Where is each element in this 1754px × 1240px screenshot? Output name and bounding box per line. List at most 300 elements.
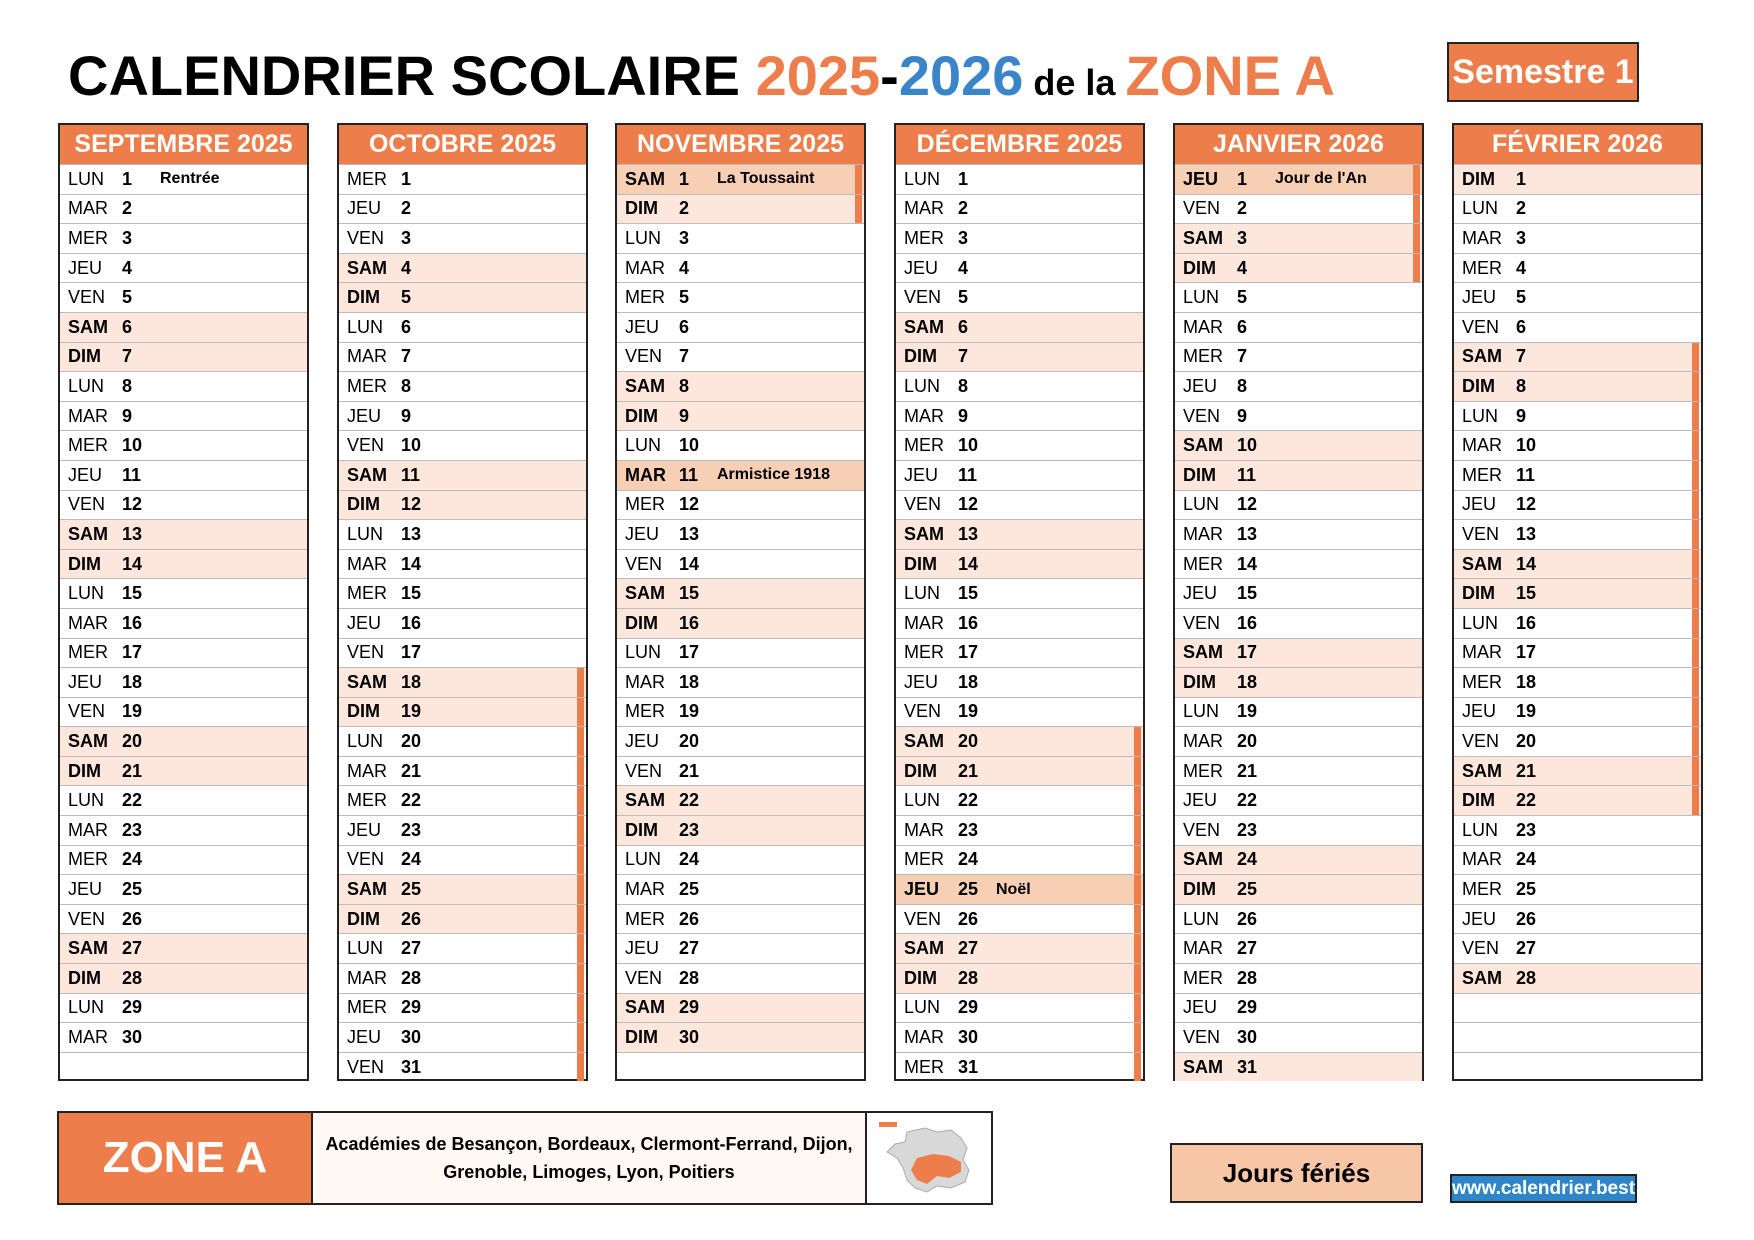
day-number: 20 [1516, 731, 1537, 752]
day-row [339, 430, 586, 460]
day-number: 26 [958, 908, 979, 929]
day-number: 10 [679, 435, 700, 456]
day-number: 23 [1516, 819, 1537, 840]
day-event: Rentrée [160, 170, 220, 188]
day-row [617, 697, 864, 727]
day-number: 12 [679, 494, 700, 515]
day-row [617, 430, 864, 460]
day-row [1454, 667, 1701, 697]
day-name: MAR [904, 198, 944, 219]
day-name: MER [1183, 760, 1223, 781]
day-number: 20 [958, 731, 979, 752]
day-number: 18 [122, 671, 143, 692]
day-number: 21 [1237, 760, 1258, 781]
page-title [68, 36, 1335, 116]
day-number: 27 [679, 938, 700, 959]
day-number: 25 [401, 879, 422, 900]
month-column [58, 123, 309, 1081]
day-row [1175, 460, 1422, 490]
day-row [60, 1022, 307, 1052]
day-name: MER [1462, 879, 1502, 900]
day-name: MER [1462, 257, 1502, 278]
day-row [896, 578, 1143, 608]
day-row [1454, 194, 1701, 224]
day-row [896, 312, 1143, 342]
day-name: MAR [625, 671, 665, 692]
day-number: 28 [958, 967, 979, 988]
day-name: JEU [1183, 790, 1218, 811]
day-row [896, 371, 1143, 401]
day-row [617, 194, 864, 224]
month-column [894, 123, 1145, 1081]
day-name: DIM [904, 967, 937, 988]
day-row [896, 549, 1143, 579]
day-row [60, 993, 307, 1023]
day-row [1454, 874, 1701, 904]
day-name: MAR [1183, 731, 1223, 752]
day-row [60, 697, 307, 727]
day-row [60, 933, 307, 963]
day-number: 27 [401, 938, 422, 959]
day-number: 25 [1237, 879, 1258, 900]
day-row [339, 194, 586, 224]
day-number: 5 [401, 287, 412, 308]
day-row [617, 401, 864, 431]
day-row [1454, 845, 1701, 875]
day-number: 19 [679, 701, 700, 722]
month-header: FÉVRIER 2026 [1454, 125, 1701, 164]
day-row [339, 697, 586, 727]
day-number: 28 [679, 967, 700, 988]
day-name: JEU [1183, 997, 1218, 1018]
day-row [60, 342, 307, 372]
day-number: 22 [958, 790, 979, 811]
day-name: LUN [904, 790, 941, 811]
day-name: VEN [347, 1056, 385, 1077]
day-row [1175, 164, 1422, 194]
day-name: DIM [68, 346, 101, 367]
day-name: SAM [1462, 553, 1502, 574]
day-name: SAM [68, 938, 108, 959]
day-row [60, 194, 307, 224]
day-name: DIM [625, 405, 658, 426]
day-row [896, 430, 1143, 460]
day-number: 20 [679, 731, 700, 752]
day-number: 8 [958, 375, 969, 396]
day-name: SAM [904, 316, 944, 337]
day-name: MAR [904, 612, 944, 633]
day-row [1175, 430, 1422, 460]
day-row [1175, 667, 1422, 697]
day-row [339, 608, 586, 638]
day-number: 1 [122, 168, 133, 189]
day-number: 8 [122, 375, 133, 396]
day-number: 28 [1237, 967, 1258, 988]
day-number: 4 [122, 257, 133, 278]
day-row [1175, 1052, 1422, 1082]
day-row [896, 223, 1143, 253]
day-row [60, 608, 307, 638]
day-number: 4 [958, 257, 969, 278]
day-number: 10 [958, 435, 979, 456]
day-row [60, 638, 307, 668]
day-name: VEN [1462, 316, 1500, 337]
day-number: 30 [1237, 1027, 1258, 1048]
day-name: MAR [625, 464, 666, 485]
day-name: SAM [1183, 1056, 1223, 1077]
day-number: 1 [1516, 168, 1527, 189]
day-row [339, 726, 586, 756]
day-row [1175, 638, 1422, 668]
day-name: MER [68, 435, 108, 456]
day-name: JEU [347, 612, 382, 633]
day-number: 17 [122, 642, 143, 663]
day-name: DIM [1462, 583, 1495, 604]
day-name: MAR [68, 819, 108, 840]
month-column [337, 123, 588, 1081]
month-column [615, 123, 866, 1081]
day-number: 13 [122, 523, 143, 544]
day-number: 13 [679, 523, 700, 544]
day-name: JEU [625, 316, 660, 337]
day-number: 11 [1237, 464, 1257, 485]
day-number: 5 [1237, 287, 1248, 308]
day-number: 15 [958, 583, 979, 604]
day-name: VEN [625, 760, 663, 781]
day-name: LUN [625, 227, 662, 248]
day-row [1454, 549, 1701, 579]
day-name: JEU [347, 405, 382, 426]
day-row [617, 638, 864, 668]
day-number: 22 [122, 790, 143, 811]
day-name: DIM [1183, 257, 1216, 278]
day-name: JEU [347, 198, 382, 219]
day-name: LUN [1183, 494, 1220, 515]
day-row [617, 904, 864, 934]
day-row [896, 194, 1143, 224]
empty-row [60, 1052, 307, 1082]
day-row [60, 549, 307, 579]
day-number: 5 [679, 287, 690, 308]
day-name: VEN [68, 287, 106, 308]
day-row [896, 638, 1143, 668]
day-row [1175, 342, 1422, 372]
day-row [60, 963, 307, 993]
day-name: VEN [1183, 198, 1221, 219]
day-row [617, 874, 864, 904]
day-row [1175, 815, 1422, 845]
day-name: JEU [625, 731, 660, 752]
day-name: SAM [904, 523, 944, 544]
day-number: 14 [958, 553, 979, 574]
day-name: LUN [347, 938, 384, 959]
day-name: JEU [68, 257, 103, 278]
day-row [896, 785, 1143, 815]
day-row [896, 164, 1143, 194]
day-number: 5 [1516, 287, 1527, 308]
day-number: 27 [958, 938, 979, 959]
day-name: JEU [625, 938, 660, 959]
day-row [896, 1052, 1143, 1082]
day-row [617, 549, 864, 579]
day-name: DIM [904, 760, 937, 781]
day-number: 21 [679, 760, 700, 781]
day-number: 2 [401, 198, 412, 219]
day-name: DIM [68, 553, 101, 574]
day-name: DIM [625, 612, 658, 633]
day-row [1175, 963, 1422, 993]
day-row [60, 726, 307, 756]
day-number: 1 [679, 168, 690, 189]
day-name: SAM [347, 464, 387, 485]
day-row [339, 342, 586, 372]
day-name: JEU [68, 879, 103, 900]
day-row [1175, 401, 1422, 431]
day-number: 27 [122, 938, 143, 959]
day-name: MER [1462, 671, 1502, 692]
day-row [60, 371, 307, 401]
day-name: MAR [904, 819, 944, 840]
day-row [1454, 578, 1701, 608]
day-name: MER [904, 227, 944, 248]
day-number: 12 [1516, 494, 1537, 515]
day-name: VEN [347, 849, 385, 870]
day-number: 7 [401, 346, 412, 367]
day-list [1175, 164, 1422, 1081]
day-row [339, 401, 586, 431]
day-row [1175, 785, 1422, 815]
day-row [339, 993, 586, 1023]
day-number: 26 [401, 908, 422, 929]
day-number: 5 [122, 287, 133, 308]
day-name: DIM [68, 760, 101, 781]
day-row [1454, 608, 1701, 638]
day-number: 23 [122, 819, 143, 840]
day-name: DIM [68, 967, 101, 988]
day-name: SAM [347, 257, 387, 278]
day-number: 6 [122, 316, 133, 337]
day-name: LUN [1183, 287, 1220, 308]
day-name: MER [68, 642, 108, 663]
day-row [896, 1022, 1143, 1052]
day-row [617, 342, 864, 372]
day-number: 9 [958, 405, 969, 426]
day-number: 24 [122, 849, 143, 870]
day-number: 31 [958, 1056, 979, 1077]
day-row [1175, 519, 1422, 549]
day-number: 9 [1237, 405, 1248, 426]
day-number: 10 [1237, 435, 1258, 456]
day-number: 12 [1237, 494, 1258, 515]
day-row [896, 401, 1143, 431]
day-row [339, 904, 586, 934]
day-number: 4 [679, 257, 690, 278]
day-name: MAR [347, 967, 387, 988]
day-name: SAM [1462, 967, 1502, 988]
day-name: LUN [347, 523, 384, 544]
day-row [60, 785, 307, 815]
day-name: MER [1183, 967, 1223, 988]
zone-info-box [57, 1111, 993, 1205]
day-number: 21 [122, 760, 143, 781]
day-row [60, 815, 307, 845]
day-row [339, 282, 586, 312]
day-row [1175, 756, 1422, 786]
day-number: 17 [1516, 642, 1537, 663]
day-number: 13 [1516, 523, 1537, 544]
day-row [1454, 342, 1701, 372]
day-event: Armistice 1918 [717, 466, 830, 484]
day-number: 7 [958, 346, 969, 367]
day-number: 6 [401, 316, 412, 337]
day-name: MER [1183, 346, 1223, 367]
day-name: MAR [347, 760, 387, 781]
day-row [1175, 993, 1422, 1023]
day-row [60, 430, 307, 460]
zone-label: ZONE A [59, 1113, 313, 1203]
day-name: SAM [625, 375, 665, 396]
day-number: 9 [1516, 405, 1527, 426]
day-row [1175, 282, 1422, 312]
day-number: 26 [122, 908, 143, 929]
day-name: SAM [1183, 849, 1223, 870]
day-name: MER [904, 642, 944, 663]
day-row [896, 845, 1143, 875]
day-number: 17 [679, 642, 700, 663]
day-number: 21 [958, 760, 979, 781]
day-name: SAM [68, 731, 108, 752]
day-row [896, 756, 1143, 786]
day-number: 8 [1237, 375, 1248, 396]
month-column [1452, 123, 1703, 1081]
day-number: 15 [122, 583, 143, 604]
day-number: 10 [1516, 435, 1537, 456]
day-row [60, 282, 307, 312]
day-number: 18 [958, 671, 979, 692]
day-name: LUN [68, 997, 105, 1018]
day-number: 20 [1237, 731, 1258, 752]
day-number: 6 [1237, 316, 1248, 337]
day-number: 23 [958, 819, 979, 840]
day-row [60, 845, 307, 875]
day-name: JEU [68, 671, 103, 692]
day-name: MAR [68, 612, 108, 633]
day-row [617, 756, 864, 786]
month-header: JANVIER 2026 [1175, 125, 1422, 164]
day-number: 9 [122, 405, 133, 426]
day-name: MER [625, 701, 665, 722]
academies-line-1: Académies de Besançon, Bordeaux, Clermont-Ferrand, Dijon, [325, 1134, 853, 1154]
day-name: MER [625, 908, 665, 929]
site-link[interactable]: www.calendrier.best [1450, 1174, 1637, 1203]
month-column [1173, 123, 1424, 1081]
day-name: VEN [1462, 523, 1500, 544]
day-row [339, 667, 586, 697]
day-row [1454, 815, 1701, 845]
day-number: 12 [122, 494, 143, 515]
day-number: 19 [401, 701, 422, 722]
academies-line-2: Grenoble, Limoges, Lyon, Poitiers [443, 1162, 735, 1182]
day-number: 14 [679, 553, 700, 574]
day-number: 15 [1237, 583, 1258, 604]
day-name: DIM [347, 701, 380, 722]
day-number: 25 [958, 879, 979, 900]
day-list [1454, 164, 1701, 1081]
day-name: DIM [1462, 168, 1495, 189]
month-header: SEPTEMBRE 2025 [60, 125, 307, 164]
day-name: SAM [347, 879, 387, 900]
day-row [617, 845, 864, 875]
day-name: MAR [68, 198, 108, 219]
day-row [1175, 697, 1422, 727]
day-row [1175, 490, 1422, 520]
empty-row [1454, 1022, 1701, 1052]
day-row [617, 933, 864, 963]
day-name: MAR [1183, 523, 1223, 544]
day-number: 3 [401, 227, 412, 248]
day-name: LUN [625, 849, 662, 870]
day-number: 3 [122, 227, 133, 248]
day-name: MER [347, 375, 387, 396]
day-number: 28 [1516, 967, 1537, 988]
day-name: MAR [904, 1027, 944, 1048]
day-number: 25 [1516, 879, 1537, 900]
empty-row [1454, 993, 1701, 1023]
day-row [339, 1022, 586, 1052]
day-name: LUN [1462, 405, 1499, 426]
day-number: 29 [1237, 997, 1258, 1018]
day-name: LUN [625, 642, 662, 663]
day-row [339, 460, 586, 490]
day-row [896, 460, 1143, 490]
day-event: Jour de l'An [1275, 170, 1367, 188]
day-name: VEN [68, 701, 106, 722]
day-row [1175, 371, 1422, 401]
day-number: 18 [679, 671, 700, 692]
day-name: DIM [1462, 790, 1495, 811]
jours-feries-legend: Jours fériés [1170, 1143, 1423, 1203]
day-name: MAR [625, 879, 665, 900]
day-number: 4 [1237, 257, 1248, 278]
day-name: VEN [347, 642, 385, 663]
day-row [339, 756, 586, 786]
day-name: VEN [625, 967, 663, 988]
title-zone: ZONE A [1125, 44, 1335, 107]
day-row [1454, 638, 1701, 668]
day-row [617, 460, 864, 490]
day-name: MER [904, 435, 944, 456]
day-number: 19 [1516, 701, 1537, 722]
day-number: 13 [958, 523, 979, 544]
day-number: 6 [958, 316, 969, 337]
day-row [617, 578, 864, 608]
day-number: 24 [1516, 849, 1537, 870]
empty-row [617, 1052, 864, 1082]
day-name: VEN [1183, 819, 1221, 840]
day-row [1454, 253, 1701, 283]
day-name: MER [1183, 553, 1223, 574]
day-name: DIM [1183, 671, 1216, 692]
day-number: 25 [679, 879, 700, 900]
day-name: SAM [68, 523, 108, 544]
day-number: 24 [401, 849, 422, 870]
day-name: JEU [904, 257, 939, 278]
day-row [339, 549, 586, 579]
day-number: 10 [401, 435, 422, 456]
day-row [1454, 460, 1701, 490]
day-name: MER [625, 287, 665, 308]
day-row [60, 904, 307, 934]
